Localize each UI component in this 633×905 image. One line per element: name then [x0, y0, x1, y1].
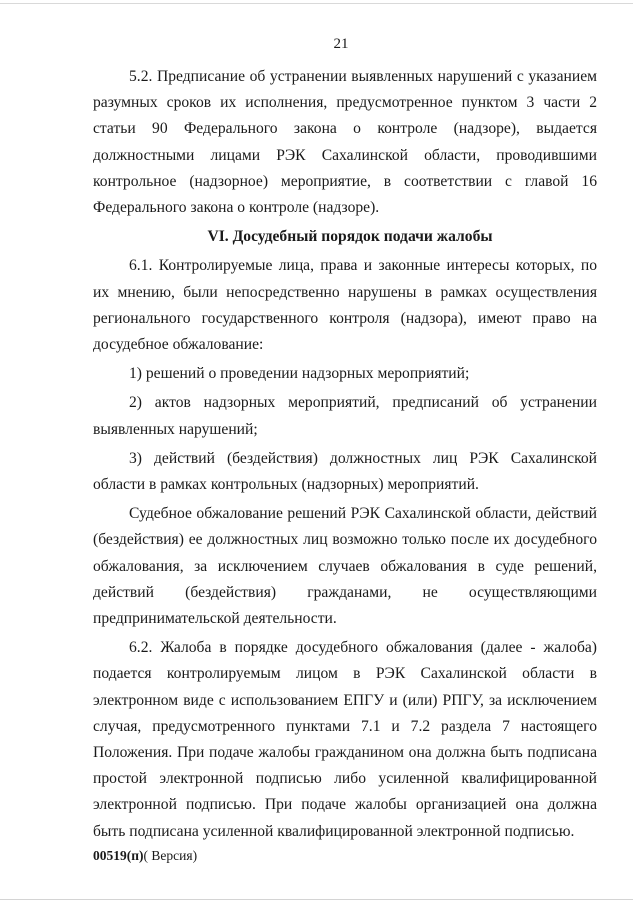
- paragraph-6-1: 6.1. Контролируемые лица, права и законные интересы которых, по их мнению, были непосредственно нарушены в рамках осуществления регионального государственного контроля (надзора), имеют право на досудебное обжалование:: [93, 257, 597, 354]
- page-number: 21: [333, 36, 349, 52]
- paragraph-judicial-appeal: Судебное обжалование решений РЭК Сахалинской области, действий (бездействия) ее должностных лиц возможно только после их досудебного обжалования, за исключением случаев обжалования в суде решений, действий (бездействия) гражданами, не осуществляющими предпринимательской деятельности.: [93, 505, 597, 628]
- list-item-3: 3) действий (бездействия) должностных лиц РЭК Сахалинской области в рамках контрольных (надзорных) мероприятий.: [93, 449, 597, 494]
- document-code: 00519(п): [93, 848, 144, 863]
- list-item-2: 2) актов надзорных мероприятий, предписаний об устранении выявленных нарушений;: [93, 394, 597, 438]
- paragraph-5-2: 5.2. Предписание об устранении выявленных нарушений с указанием разумных сроков их исполнения, предусмотренное пунктом 3 части 2 статьи 90 Федерального закона о контроле (надзоре), выдается должностными лицами РЭК Сахалинской области, проводившими контрольное (надзорное) мероприятие, в соответствии с главой 16 Федерального закона о контроле (надзоре).: [93, 68, 597, 217]
- paragraph-6-2: 6.2. Жалоба в порядке досудебного обжалования (далее - жалоба) подается контролируемым лицом в РЭК Сахалинской области в электронном виде с использованием ЕПГУ и (или) РПГУ, за исключением случая, предусмотренного пунктами 7.1 и 7.2 раздела 7 настоящего Положения. При подаче жалобы гражданином она должна быть подписана простой электронной подписью либо усиленной квалифицированной электронной подписью. При подаче жалобы организацией она должна быть подписана усиленной квалифицированной электронной подписью.: [93, 639, 597, 840]
- page-bottom-edge: [0, 899, 633, 900]
- page-top-edge: [0, 3, 633, 4]
- document-body: [93, 64, 597, 845]
- list-item-1: 1) решений о проведении надзорных мероприятий;: [129, 365, 470, 383]
- document-footer: [93, 848, 197, 864]
- section-heading: VI. Досудебный порядок подачи жалобы: [207, 228, 493, 246]
- version-label: ( Версия): [143, 848, 198, 863]
